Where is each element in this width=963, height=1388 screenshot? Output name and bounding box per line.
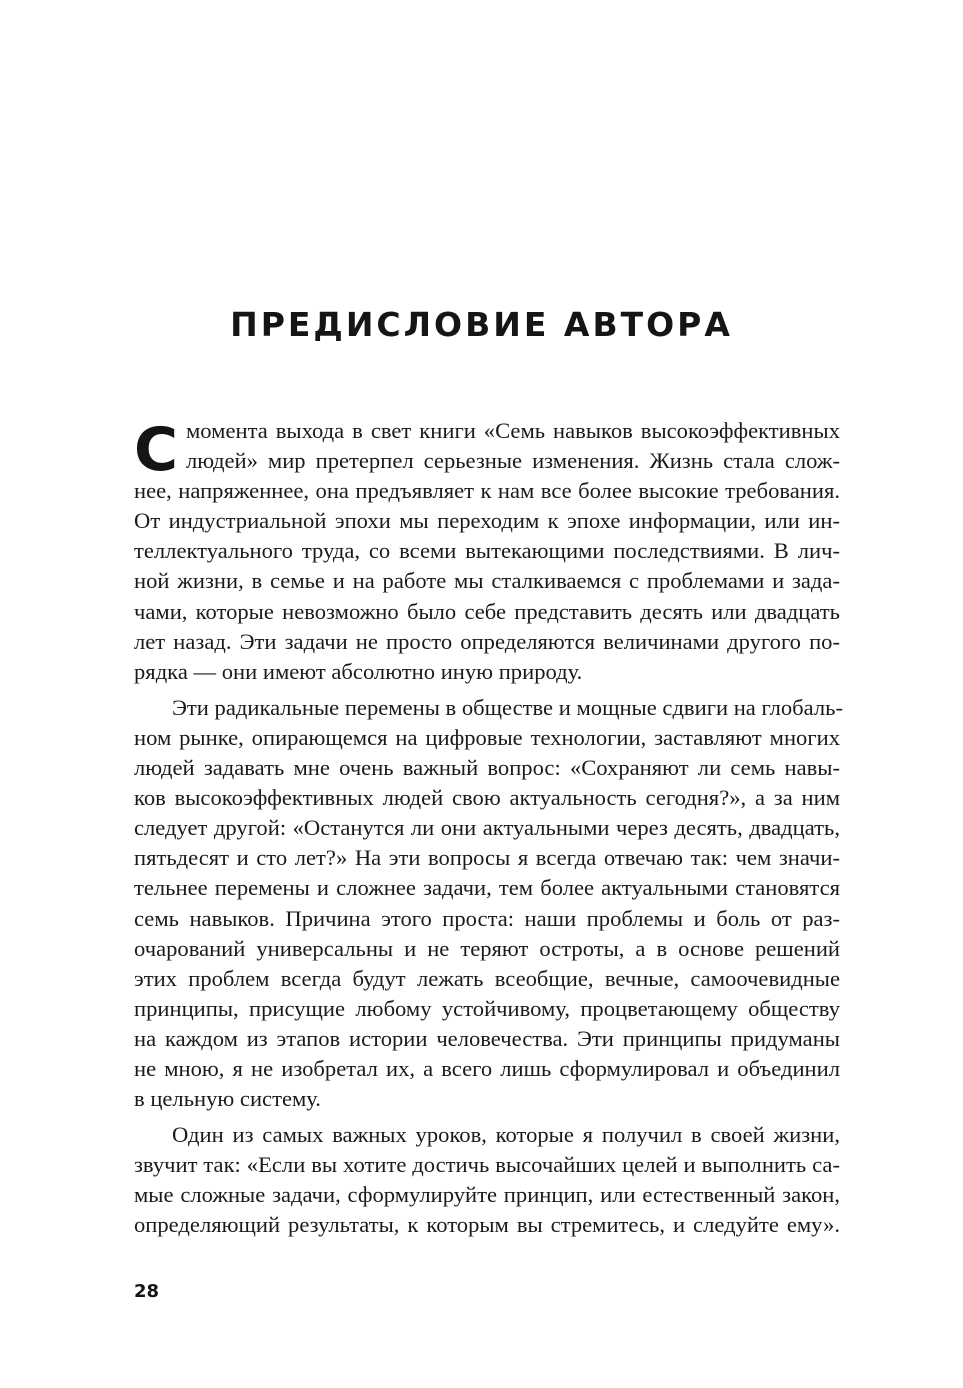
- text-line: теллектуального труда, со всеми вытекающими последствиями. В лич-: [134, 538, 840, 564]
- text-line: ной жизни, в семье и на работе мы сталкиваемся с проблемами и зада-: [134, 568, 840, 594]
- drop-cap: С: [134, 415, 179, 485]
- text-line: на каждом из этапов истории человечества. Эти принципы придуманы: [134, 1025, 840, 1051]
- text-line: пятьдесят и сто лет?» На эти вопросы я всегда отвечаю так: чем значи-: [134, 845, 840, 871]
- paragraph-3: [134, 1120, 840, 1240]
- paragraph-2: [134, 693, 843, 1114]
- text-line: тельнее перемены и сложнее задачи, тем более актуальными становятся: [134, 875, 840, 901]
- text-line: От индустриальной эпохи мы переходим к эпохе информации, или ин-: [134, 508, 840, 534]
- chapter-title: ПРЕДИСЛОВИЕ АВТОРА: [230, 305, 733, 344]
- text-line: семь навыков. Причина этого проста: наши проблемы и боль от раз-: [134, 905, 840, 931]
- text-line: принципы, присущие любому устойчивому, процветающему обществу: [134, 995, 840, 1021]
- text-line: людей» мир претерпел серьезные изменения. Жизнь стала слож-: [186, 448, 840, 474]
- text-line: Эти радикальные перемены в обществе и мощные сдвиги на глобаль-: [172, 694, 843, 720]
- text-line: рядка — они имеют абсолютно иную природу.: [134, 658, 583, 684]
- text-line: очарований универсальны и не теряют остроты, а в основе решений: [134, 935, 840, 961]
- text-line: звучит так: «Если вы хотите достичь высочайших целей и выполнить са-: [134, 1152, 840, 1178]
- text-line: чами, которые невозможно было себе представить десять или двадцать: [134, 598, 840, 624]
- text-line: людей задавать мне очень важный вопрос: «Сохраняют ли семь навы-: [134, 755, 840, 781]
- text-line: ном рынке, опирающемся на цифровые технологии, заставляют многих: [134, 724, 840, 750]
- text-line: ков высокоэффективных людей свою актуальность сегодня?», а за ним: [134, 785, 840, 811]
- text-line: лет назад. Эти задачи не просто определяются величинами другого по-: [134, 628, 840, 654]
- text-line: определяющий результаты, к которым вы стремитесь, и следуйте ему».: [134, 1212, 840, 1238]
- text-line: Один из самых важных уроков, которые я получил в своей жизни,: [172, 1122, 840, 1148]
- paragraph-1: [134, 416, 840, 687]
- text-line: в цельную систему.: [134, 1086, 321, 1112]
- line-text: момента выхода в свет книги «Семь навыков высокоэффективных: [186, 418, 840, 443]
- text-line: нее, напряженнее, она предъявляет к нам все более высокие требования.: [134, 478, 840, 504]
- text-line: следует другой: «Останутся ли они актуальными через десять, двадцать,: [134, 815, 840, 841]
- body-text: [134, 415, 843, 1241]
- text-line: этих проблем всегда будут лежать всеобщие, вечные, самоочевидные: [134, 965, 840, 991]
- text-line: не мною, я не изобретал их, а всего лишь сформулировал и объединил: [134, 1055, 840, 1081]
- page-number: 28: [134, 1281, 160, 1302]
- text-line: мые сложные задачи, сформулируйте принцип, или естественный закон,: [134, 1182, 840, 1208]
